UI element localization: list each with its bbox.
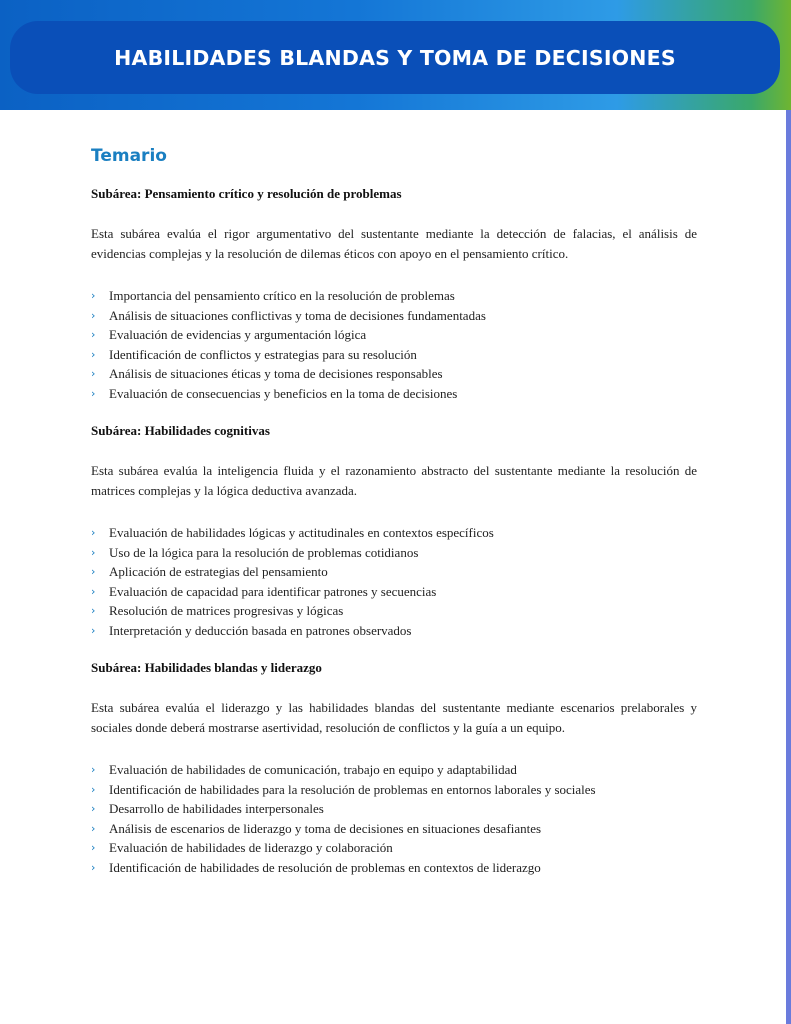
subarea-list	[91, 186, 697, 877]
topic-item	[91, 286, 697, 306]
topic-item	[91, 799, 697, 819]
subarea-description: Esta subárea evalúa el rigor argumentativo del sustentante mediante la detección de falacias, el análisis de evidencias complejas y la resolución de dilemas éticos con apoyo en el pensamiento crítico.	[91, 226, 697, 261]
subarea-block	[91, 186, 697, 403]
topic-item	[91, 384, 697, 404]
subarea-title: Subárea: Habilidades cognitivas	[91, 423, 270, 438]
topic-item	[91, 819, 697, 839]
subarea-title: Subárea: Habilidades blandas y liderazgo	[91, 660, 322, 675]
title-banner	[10, 21, 780, 94]
topic-text: Uso de la lógica para la resolución de problemas cotidianos	[109, 544, 419, 560]
topic-item	[91, 621, 697, 641]
chevron-right-icon: ›	[91, 623, 96, 637]
topic-item	[91, 838, 697, 858]
topic-item	[91, 345, 697, 365]
topic-list	[91, 523, 697, 640]
topic-text: Análisis de situaciones éticas y toma de decisiones responsables	[109, 366, 443, 381]
topic-text: Evaluación de capacidad para identificar patrones y secuencias	[109, 583, 437, 599]
topic-text: Aplicación de estrategias del pensamiento	[109, 564, 328, 579]
topic-item	[91, 543, 697, 563]
topic-item	[91, 325, 697, 345]
chevron-right-icon: ›	[91, 763, 96, 776]
chevron-right-icon: ›	[91, 860, 96, 874]
chevron-right-icon: ›	[91, 347, 96, 361]
topic-item	[91, 562, 697, 582]
topic-text: Evaluación de habilidades lógicas y actitudinales en contextos específicos	[109, 525, 494, 540]
chevron-right-icon: ›	[91, 289, 96, 302]
topic-item	[91, 582, 697, 602]
topic-text: Identificación de conflictos y estrategias para su resolución	[109, 346, 417, 362]
chevron-right-icon: ›	[91, 545, 96, 559]
topic-item	[91, 780, 697, 800]
subarea-block	[91, 660, 697, 877]
header-band	[0, 0, 791, 110]
chevron-right-icon: ›	[91, 367, 96, 380]
topic-item	[91, 523, 697, 543]
chevron-right-icon: ›	[91, 565, 96, 578]
topic-text: Evaluación de consecuencias y beneficios en la toma de decisiones	[109, 385, 458, 401]
section-title: Temario	[91, 146, 167, 166]
topic-text: Desarrollo de habilidades interpersonales	[109, 801, 324, 816]
topic-text: Evaluación de evidencias y argumentación lógica	[109, 327, 367, 342]
chevron-right-icon: ›	[91, 604, 96, 617]
document-body	[91, 146, 697, 897]
topic-text: Resolución de matrices progresivas y lógicas	[109, 603, 344, 618]
topic-list	[91, 760, 697, 877]
topic-text: Interpretación y deducción basada en patrones observados	[109, 622, 412, 638]
topic-text: Identificación de habilidades para la resolución de problemas en entornos laborales y sociales	[109, 781, 596, 797]
topic-text: Análisis de escenarios de liderazgo y toma de decisiones en situaciones desafiantes	[109, 820, 542, 836]
chevron-right-icon: ›	[91, 821, 96, 835]
topic-text: Evaluación de habilidades de liderazgo y colaboración	[109, 840, 393, 855]
chevron-right-icon: ›	[91, 841, 96, 854]
topic-item	[91, 306, 697, 326]
topic-list	[91, 286, 697, 403]
subarea-description: Esta subárea evalúa el liderazgo y las habilidades blandas del sustentante mediante escenarios prelaborales y sociales donde deberá mostrarse asertividad, resolución de conflictos y la guía a un equipo.	[91, 700, 697, 735]
chevron-right-icon: ›	[91, 526, 96, 539]
page-edge-stripe	[786, 110, 791, 1024]
chevron-right-icon: ›	[91, 308, 96, 322]
subarea-block	[91, 423, 697, 640]
topic-item	[91, 364, 697, 384]
chevron-right-icon: ›	[91, 584, 96, 598]
topic-text: Importancia del pensamiento crítico en la resolución de problemas	[109, 288, 455, 303]
subarea-description: Esta subárea evalúa la inteligencia fluida y el razonamiento abstracto del sustentante mediante la resolución de matrices complejas y la lógica deductiva avanzada.	[91, 463, 697, 498]
chevron-right-icon: ›	[91, 328, 96, 341]
subarea-title: Subárea: Pensamiento crítico y resolución de problemas	[91, 186, 402, 201]
topic-text: Evaluación de habilidades de comunicación, trabajo en equipo y adaptabilidad	[109, 762, 517, 777]
topic-text: Identificación de habilidades de resolución de problemas en contextos de liderazgo	[109, 859, 541, 875]
topic-item	[91, 858, 697, 878]
topic-item	[91, 601, 697, 621]
page-title: HABILIDADES BLANDAS Y TOMA DE DECISIONES	[114, 45, 676, 70]
chevron-right-icon: ›	[91, 802, 96, 815]
chevron-right-icon: ›	[91, 782, 96, 796]
topic-text: Análisis de situaciones conflictivas y toma de decisiones fundamentadas	[109, 307, 486, 323]
topic-item	[91, 760, 697, 780]
chevron-right-icon: ›	[91, 386, 96, 400]
